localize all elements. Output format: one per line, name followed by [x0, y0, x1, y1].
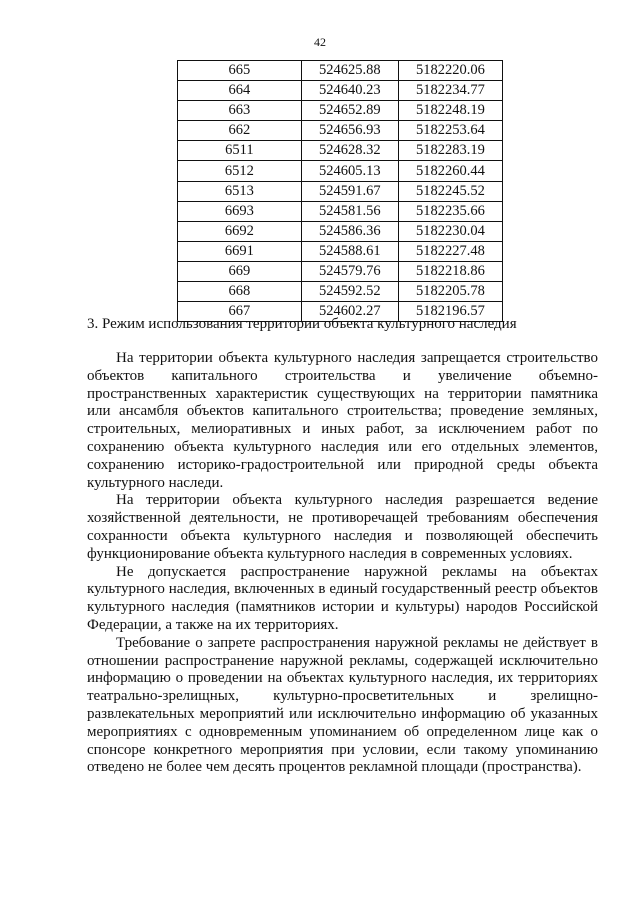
- y-coordinate-cell: 5182205.78: [398, 282, 502, 302]
- y-coordinate-cell: 5182248.19: [398, 101, 502, 121]
- x-coordinate-cell: 524592.52: [301, 282, 398, 302]
- x-coordinate-cell: 524640.23: [301, 81, 398, 101]
- point-number-cell: 6691: [178, 241, 302, 261]
- point-number-cell: 668: [178, 282, 302, 302]
- y-coordinate-cell: 5182245.52: [398, 181, 502, 201]
- point-number-cell: 6693: [178, 201, 302, 221]
- x-coordinate-cell: 524628.32: [301, 141, 398, 161]
- table-row: [178, 221, 503, 241]
- x-coordinate-cell: 524588.61: [301, 241, 398, 261]
- table-row: [178, 241, 503, 261]
- x-coordinate-cell: 524579.76: [301, 261, 398, 281]
- table-row: [178, 181, 503, 201]
- x-coordinate-cell: 524602.27: [301, 302, 398, 322]
- point-number-cell: 662: [178, 121, 302, 141]
- table-row: [178, 121, 503, 141]
- point-number-cell: 664: [178, 81, 302, 101]
- section-heading: 3. Режим использования территории объекта культурного наследия: [87, 316, 517, 332]
- point-number-cell: 6512: [178, 161, 302, 181]
- table-row: [178, 261, 503, 281]
- y-coordinate-cell: 5182227.48: [398, 241, 502, 261]
- table-row: [178, 161, 503, 181]
- table-row: [178, 282, 503, 302]
- point-number-cell: 6511: [178, 141, 302, 161]
- y-coordinate-cell: 5182253.64: [398, 121, 502, 141]
- y-coordinate-cell: 5182235.66: [398, 201, 502, 221]
- x-coordinate-cell: 524605.13: [301, 161, 398, 181]
- point-number-cell: 6692: [178, 221, 302, 241]
- table-row: [178, 61, 503, 81]
- y-coordinate-cell: 5182234.77: [398, 81, 502, 101]
- table-row: [178, 201, 503, 221]
- page-number: 42: [314, 35, 326, 49]
- x-coordinate-cell: 524625.88: [301, 61, 398, 81]
- y-coordinate-cell: 5182230.04: [398, 221, 502, 241]
- x-coordinate-cell: 524591.67: [301, 181, 398, 201]
- point-number-cell: 665: [178, 61, 302, 81]
- x-coordinate-cell: 524581.56: [301, 201, 398, 221]
- point-number-cell: 6513: [178, 181, 302, 201]
- point-number-cell: 667: [178, 302, 302, 322]
- y-coordinate-cell: 5182196.57: [398, 302, 502, 322]
- x-coordinate-cell: 524656.93: [301, 121, 398, 141]
- coordinates-table-body: [178, 61, 503, 322]
- section-body: [87, 350, 598, 777]
- point-number-cell: 669: [178, 261, 302, 281]
- table-row: [178, 101, 503, 121]
- table-row: [178, 81, 503, 101]
- table-row: [178, 141, 503, 161]
- point-number-cell: 663: [178, 101, 302, 121]
- y-coordinate-cell: 5182220.06: [398, 61, 502, 81]
- y-coordinate-cell: 5182283.19: [398, 141, 502, 161]
- y-coordinate-cell: 5182218.86: [398, 261, 502, 281]
- x-coordinate-cell: 524652.89: [301, 101, 398, 121]
- coordinates-table: [177, 60, 503, 322]
- paragraph-advertising-exception: Требование о запрете распространения наружной рекламы не действует в отношении распространение наружной рекламы, содержащей исключительно информацию о проведении на объектах культурного наследия, их территориях театрально-зрелищных, культурно-просветительных и зрелищно-развлекательных мероприятий или исключительно информацию об указанных мероприятиях с одновременным упоминанием об определенном лице как о спонсоре конкретного мероприятия при условии, если такому упоминанию отведено не более чем десять процентов рекламной площади (пространства).: [87, 634, 598, 776]
- y-coordinate-cell: 5182260.44: [398, 161, 502, 181]
- paragraph-permitted-activity: На территории объекта культурного наследия разрешается ведение хозяйственной деятельности, не противоречащей требованиям обеспечения сохранности объекта культурного наследия и позволяющей обеспечить функционирование объекта культурного наследия в современных условиях.: [87, 492, 598, 562]
- paragraph-prohibitions: На территории объекта культурного наследия запрещается строительство объектов капитального строительства и увеличение объемно-пространственных характеристик существующих на территории памятника или ансамбля объектов капитального строительства; проведение земляных, строительных, мелиоративных и иных работ, за исключением работ по сохранению объекта культурного наследия или его отдельных элементов, сохранению историко-градостроительной или природной среды объекта культурного наследи.: [87, 350, 598, 491]
- paragraph-advertising-ban: Не допускается распространение наружной рекламы на объектах культурного наследия, включенных в единый государственный реестр объектов культурного наследия (памятников истории и культуры) народов Российской Федерации, а также на их территориях.: [87, 563, 598, 633]
- x-coordinate-cell: 524586.36: [301, 221, 398, 241]
